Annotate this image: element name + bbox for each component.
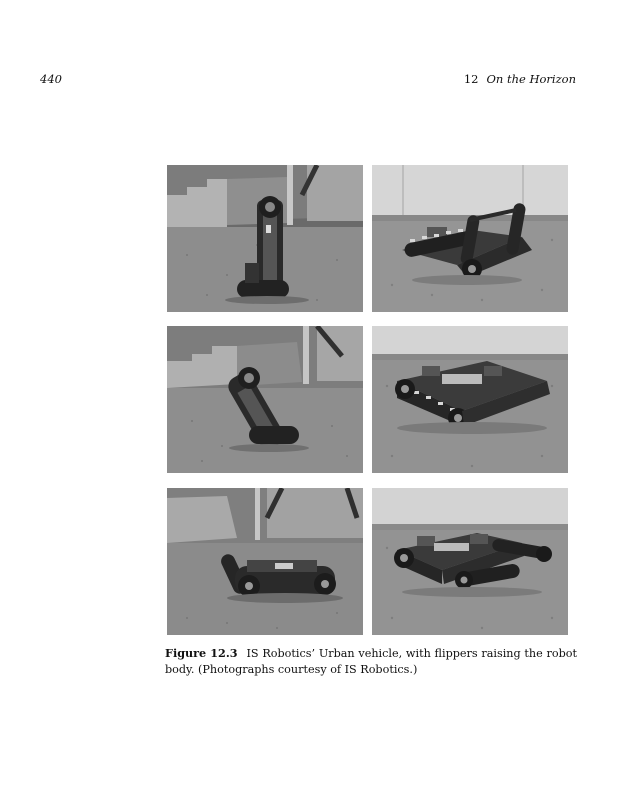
page-number: 440 <box>40 72 62 86</box>
photo-robot-tilted <box>167 326 363 473</box>
photo-robot-flippers-extended <box>372 488 568 635</box>
running-header <box>40 72 576 88</box>
caption-text: IS Robotics’ Urban vehicle, with flippers raising the robot body. (Photographs courtesy of IS Robotics.) <box>165 647 577 676</box>
chapter-title: On the Horizon <box>486 72 576 86</box>
photo-robot-flipper-up <box>167 488 363 635</box>
figure-caption <box>165 645 577 678</box>
chapter-number: 12 <box>463 72 479 86</box>
photo-robot-raised-vertical <box>167 165 363 312</box>
photo-robot-flat <box>372 326 568 473</box>
chapter-heading <box>464 72 576 86</box>
figure-label: Figure 12.3 <box>165 646 238 660</box>
photo-robot-flippers-raised <box>372 165 568 312</box>
